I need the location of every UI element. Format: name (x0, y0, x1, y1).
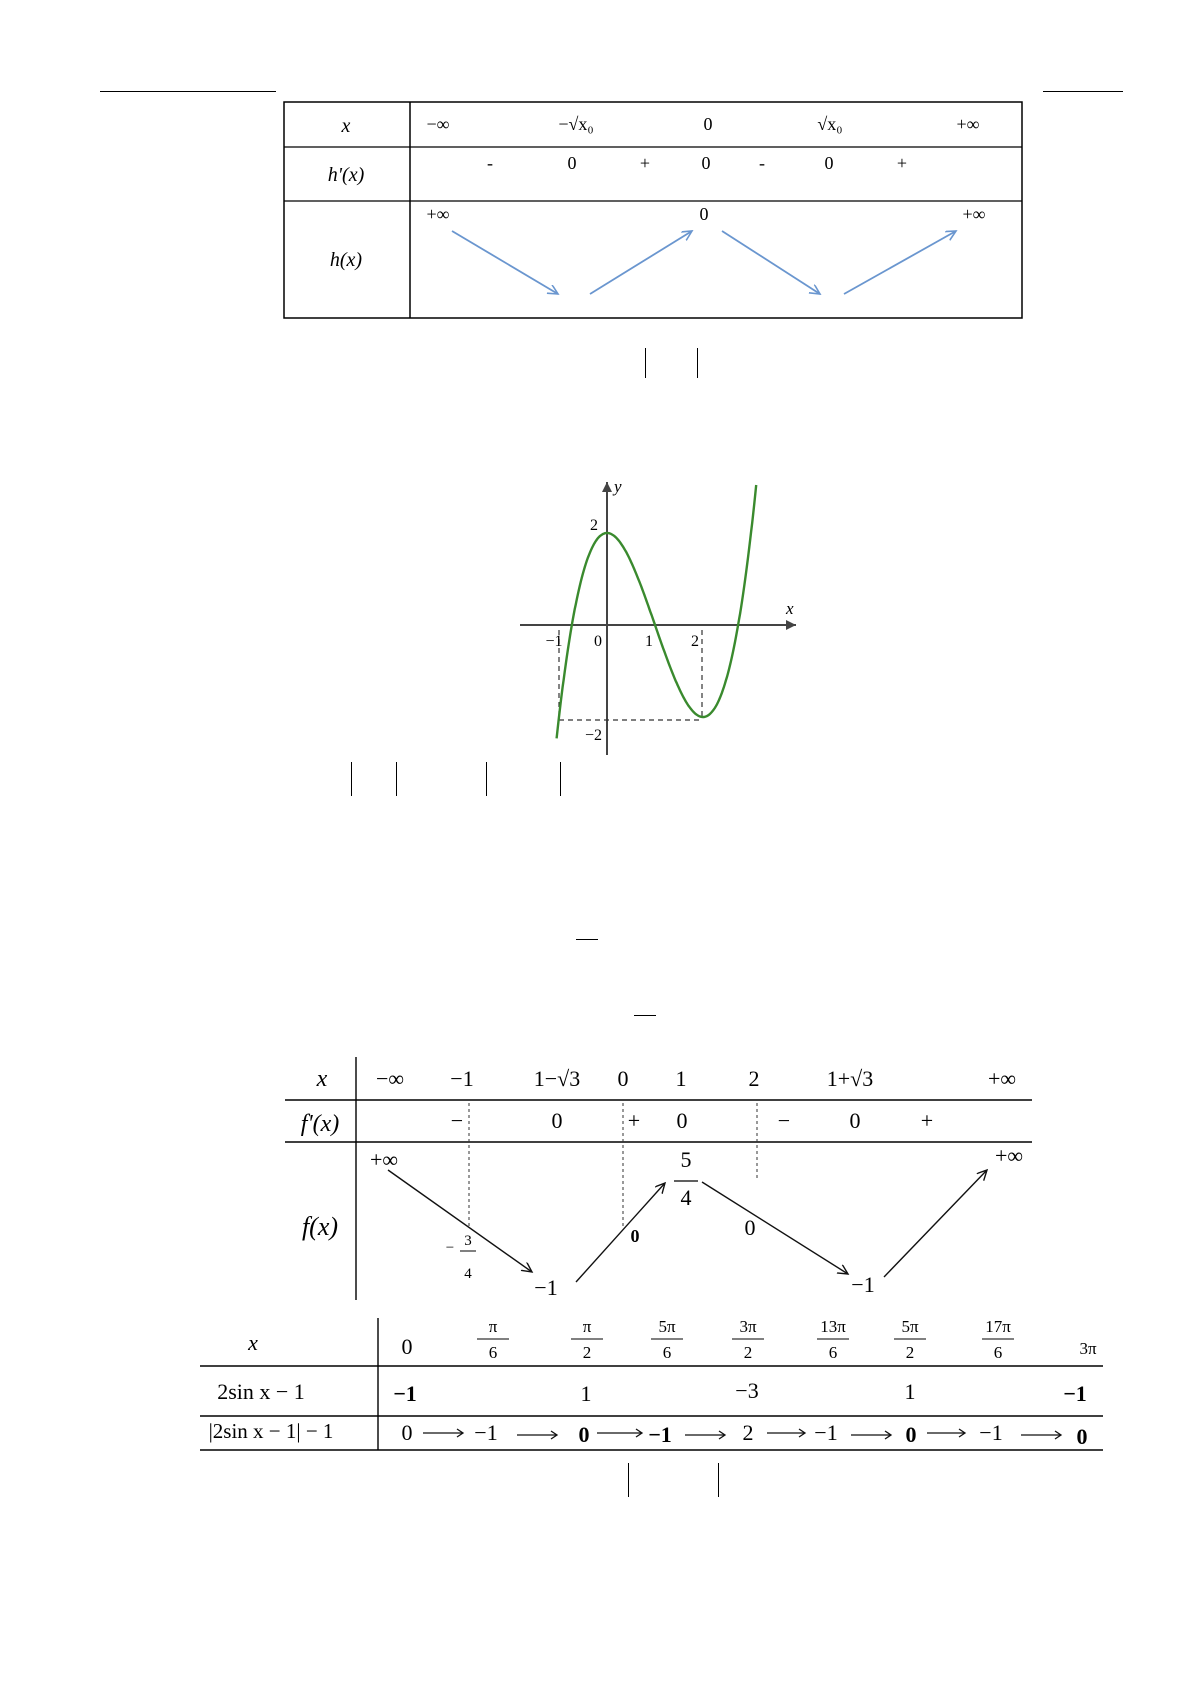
abs-bar (628, 1463, 629, 1497)
t2-f-right: +∞ (994, 1143, 1024, 1168)
t3-row2-v2: 1 (580, 1381, 592, 1406)
t3-label-x: x (248, 1330, 258, 1355)
t2-f-zero-right: 0 (744, 1215, 756, 1240)
t2-frac-minus: − (445, 1240, 455, 1256)
t2-label-x: x (316, 1066, 328, 1092)
t2-arrow-down-2 (702, 1182, 848, 1274)
t3-row3-v9: 0 (1076, 1424, 1088, 1449)
x-axis-label: x (786, 599, 794, 618)
t3-row3-v6: −1 (814, 1420, 838, 1445)
t3-label-row2: 2sin x − 1 (217, 1379, 305, 1404)
t1-sign-7: + (896, 153, 908, 173)
t3-x-den-3: 6 (662, 1343, 672, 1362)
t1-sign-1: - (487, 153, 493, 173)
abs-bar (486, 762, 487, 796)
t3-x-den-1: 6 (488, 1343, 498, 1362)
t2-f-min1: −1 (534, 1275, 558, 1300)
t2-f-zero-bold: 0 (630, 1226, 640, 1246)
t3-row2-v1: −1 (393, 1381, 417, 1406)
abs-bar (396, 762, 397, 796)
t1-sign-2: 0 (567, 153, 577, 173)
t1-label-h: h(x) (329, 249, 363, 271)
t3-row3-v3: 0 (578, 1422, 590, 1447)
t1-h-right: +∞ (962, 204, 986, 224)
t2-x-2: −1 (450, 1066, 474, 1091)
t3-x-num-6: 5π (901, 1317, 919, 1336)
t3-arrow (851, 1431, 891, 1439)
fraction-bar (576, 939, 598, 940)
t3-arrow (423, 1429, 463, 1437)
t2-sign-6: 0 (849, 1108, 861, 1133)
t3-arrow (767, 1429, 805, 1437)
fraction-bar (634, 1015, 656, 1016)
abs-bar (697, 348, 698, 378)
t1-arrow-down-1 (452, 231, 558, 294)
t2-x-7: 1+√3 (826, 1066, 874, 1091)
t3-arrow (597, 1429, 642, 1437)
t3-arrow (1021, 1431, 1061, 1439)
abs-bar (351, 762, 352, 796)
t3-row2-v4: 1 (904, 1379, 916, 1404)
t2-sign-4: 0 (676, 1108, 688, 1133)
t3-row3-v4: −1 (648, 1422, 672, 1447)
tick-x-2: 2 (691, 633, 699, 650)
abs-bar (560, 762, 561, 796)
t3-arrow (685, 1431, 725, 1439)
t1-arrow-up-2 (844, 231, 956, 294)
t1-sign-4: 0 (701, 153, 711, 173)
t3-x-den-2: 2 (582, 1343, 592, 1362)
t1-x-pos-inf: +∞ (956, 114, 980, 134)
t1-x-root: √x₀ (817, 114, 843, 134)
t3-row2-v3: −3 (735, 1378, 759, 1403)
t1-label-hprime: h'(x) (327, 164, 365, 186)
t3-x-plain-8: 3π (1079, 1339, 1097, 1358)
t3-row3-v2: −1 (474, 1420, 498, 1445)
t1-sign-3: + (639, 153, 651, 173)
t3-x-num-3: 5π (658, 1317, 676, 1336)
t3-arrow (927, 1429, 965, 1437)
tick-y-2: 2 (590, 517, 598, 534)
tick-y-neg2: −2 (584, 727, 602, 744)
t1-arrow-down-2 (722, 231, 820, 294)
t3-row3-v1: 0 (401, 1420, 413, 1445)
t2-arrow-down-1 (388, 1170, 532, 1272)
t2-frac-num: 3 (464, 1233, 472, 1249)
t2-f-left: +∞ (369, 1147, 399, 1172)
tick-x-neg1: −1 (545, 633, 563, 650)
t2-x-8: +∞ (987, 1066, 1017, 1091)
header-rule-left (100, 91, 276, 92)
t3-label-row3: |2sin x − 1| − 1 (208, 1419, 334, 1443)
t3-x-plain-0: 0 (401, 1334, 413, 1359)
t1-h-left: +∞ (426, 204, 450, 224)
t1-x-neg-root: −√x₀ (558, 114, 594, 134)
t2-f-min2: −1 (851, 1272, 875, 1297)
t2-arrow-up-2 (884, 1170, 987, 1277)
header-rule-right (1043, 91, 1123, 92)
t3-x-num-1: π (488, 1317, 498, 1336)
t1-h-middle: 0 (699, 204, 709, 224)
t3-row3-v5: 2 (742, 1420, 754, 1445)
variation-table-h (280, 98, 1030, 322)
t2-frac-den: 4 (464, 1266, 472, 1282)
variation-table-f (280, 1055, 1040, 1305)
y-axis-label: y (614, 477, 622, 496)
t1-sign-5: - (759, 153, 765, 173)
cubic-curve (557, 485, 757, 738)
t3-x-den-4: 2 (743, 1343, 753, 1362)
t3-x-num-7: 17π (985, 1317, 1011, 1336)
t3-x-den-7: 6 (993, 1343, 1003, 1362)
t3-x-num-5: 13π (820, 1317, 846, 1336)
t3-x-den-5: 6 (828, 1343, 838, 1362)
tick-x-1: 1 (645, 633, 653, 650)
sign-table-sin (195, 1310, 1105, 1460)
t2-label-fprime: f'(x) (300, 1111, 340, 1137)
t1-sign-6: 0 (824, 153, 834, 173)
t3-arrow (517, 1431, 557, 1439)
t3-x-num-4: 3π (739, 1317, 757, 1336)
t2-sign-7: + (920, 1108, 934, 1133)
t3-row2-v5: −1 (1063, 1381, 1087, 1406)
t2-sign-5: − (777, 1108, 791, 1133)
t1-arrow-up-1 (590, 231, 692, 294)
t3-row3-v8: −1 (979, 1420, 1003, 1445)
t2-f-max-den: 4 (680, 1185, 692, 1210)
tick-x-0: 0 (594, 633, 602, 650)
t2-x-5: 1 (675, 1066, 687, 1091)
t2-x-6: 2 (748, 1066, 760, 1091)
abs-bar (645, 348, 646, 378)
t2-x-3: 1−√3 (533, 1066, 581, 1091)
t2-sign-2: 0 (551, 1108, 563, 1133)
cubic-graph (510, 470, 810, 760)
t2-x-4: 0 (617, 1066, 629, 1091)
t2-label-f: f(x) (301, 1212, 339, 1241)
t2-sign-1: − (450, 1108, 464, 1133)
t3-row3-v7: 0 (905, 1422, 917, 1447)
t3-x-den-6: 2 (905, 1343, 915, 1362)
t3-x-num-2: π (582, 1317, 592, 1336)
abs-bar (718, 1463, 719, 1497)
t1-label-x: x (341, 115, 351, 137)
t2-x-1: −∞ (375, 1066, 405, 1091)
t2-f-max-num: 5 (680, 1147, 692, 1172)
t2-sign-3: + (627, 1108, 641, 1133)
t2-arrow-up-1 (576, 1183, 665, 1282)
t1-x-zero: 0 (703, 114, 713, 134)
t1-x-neg-inf: −∞ (426, 114, 450, 134)
